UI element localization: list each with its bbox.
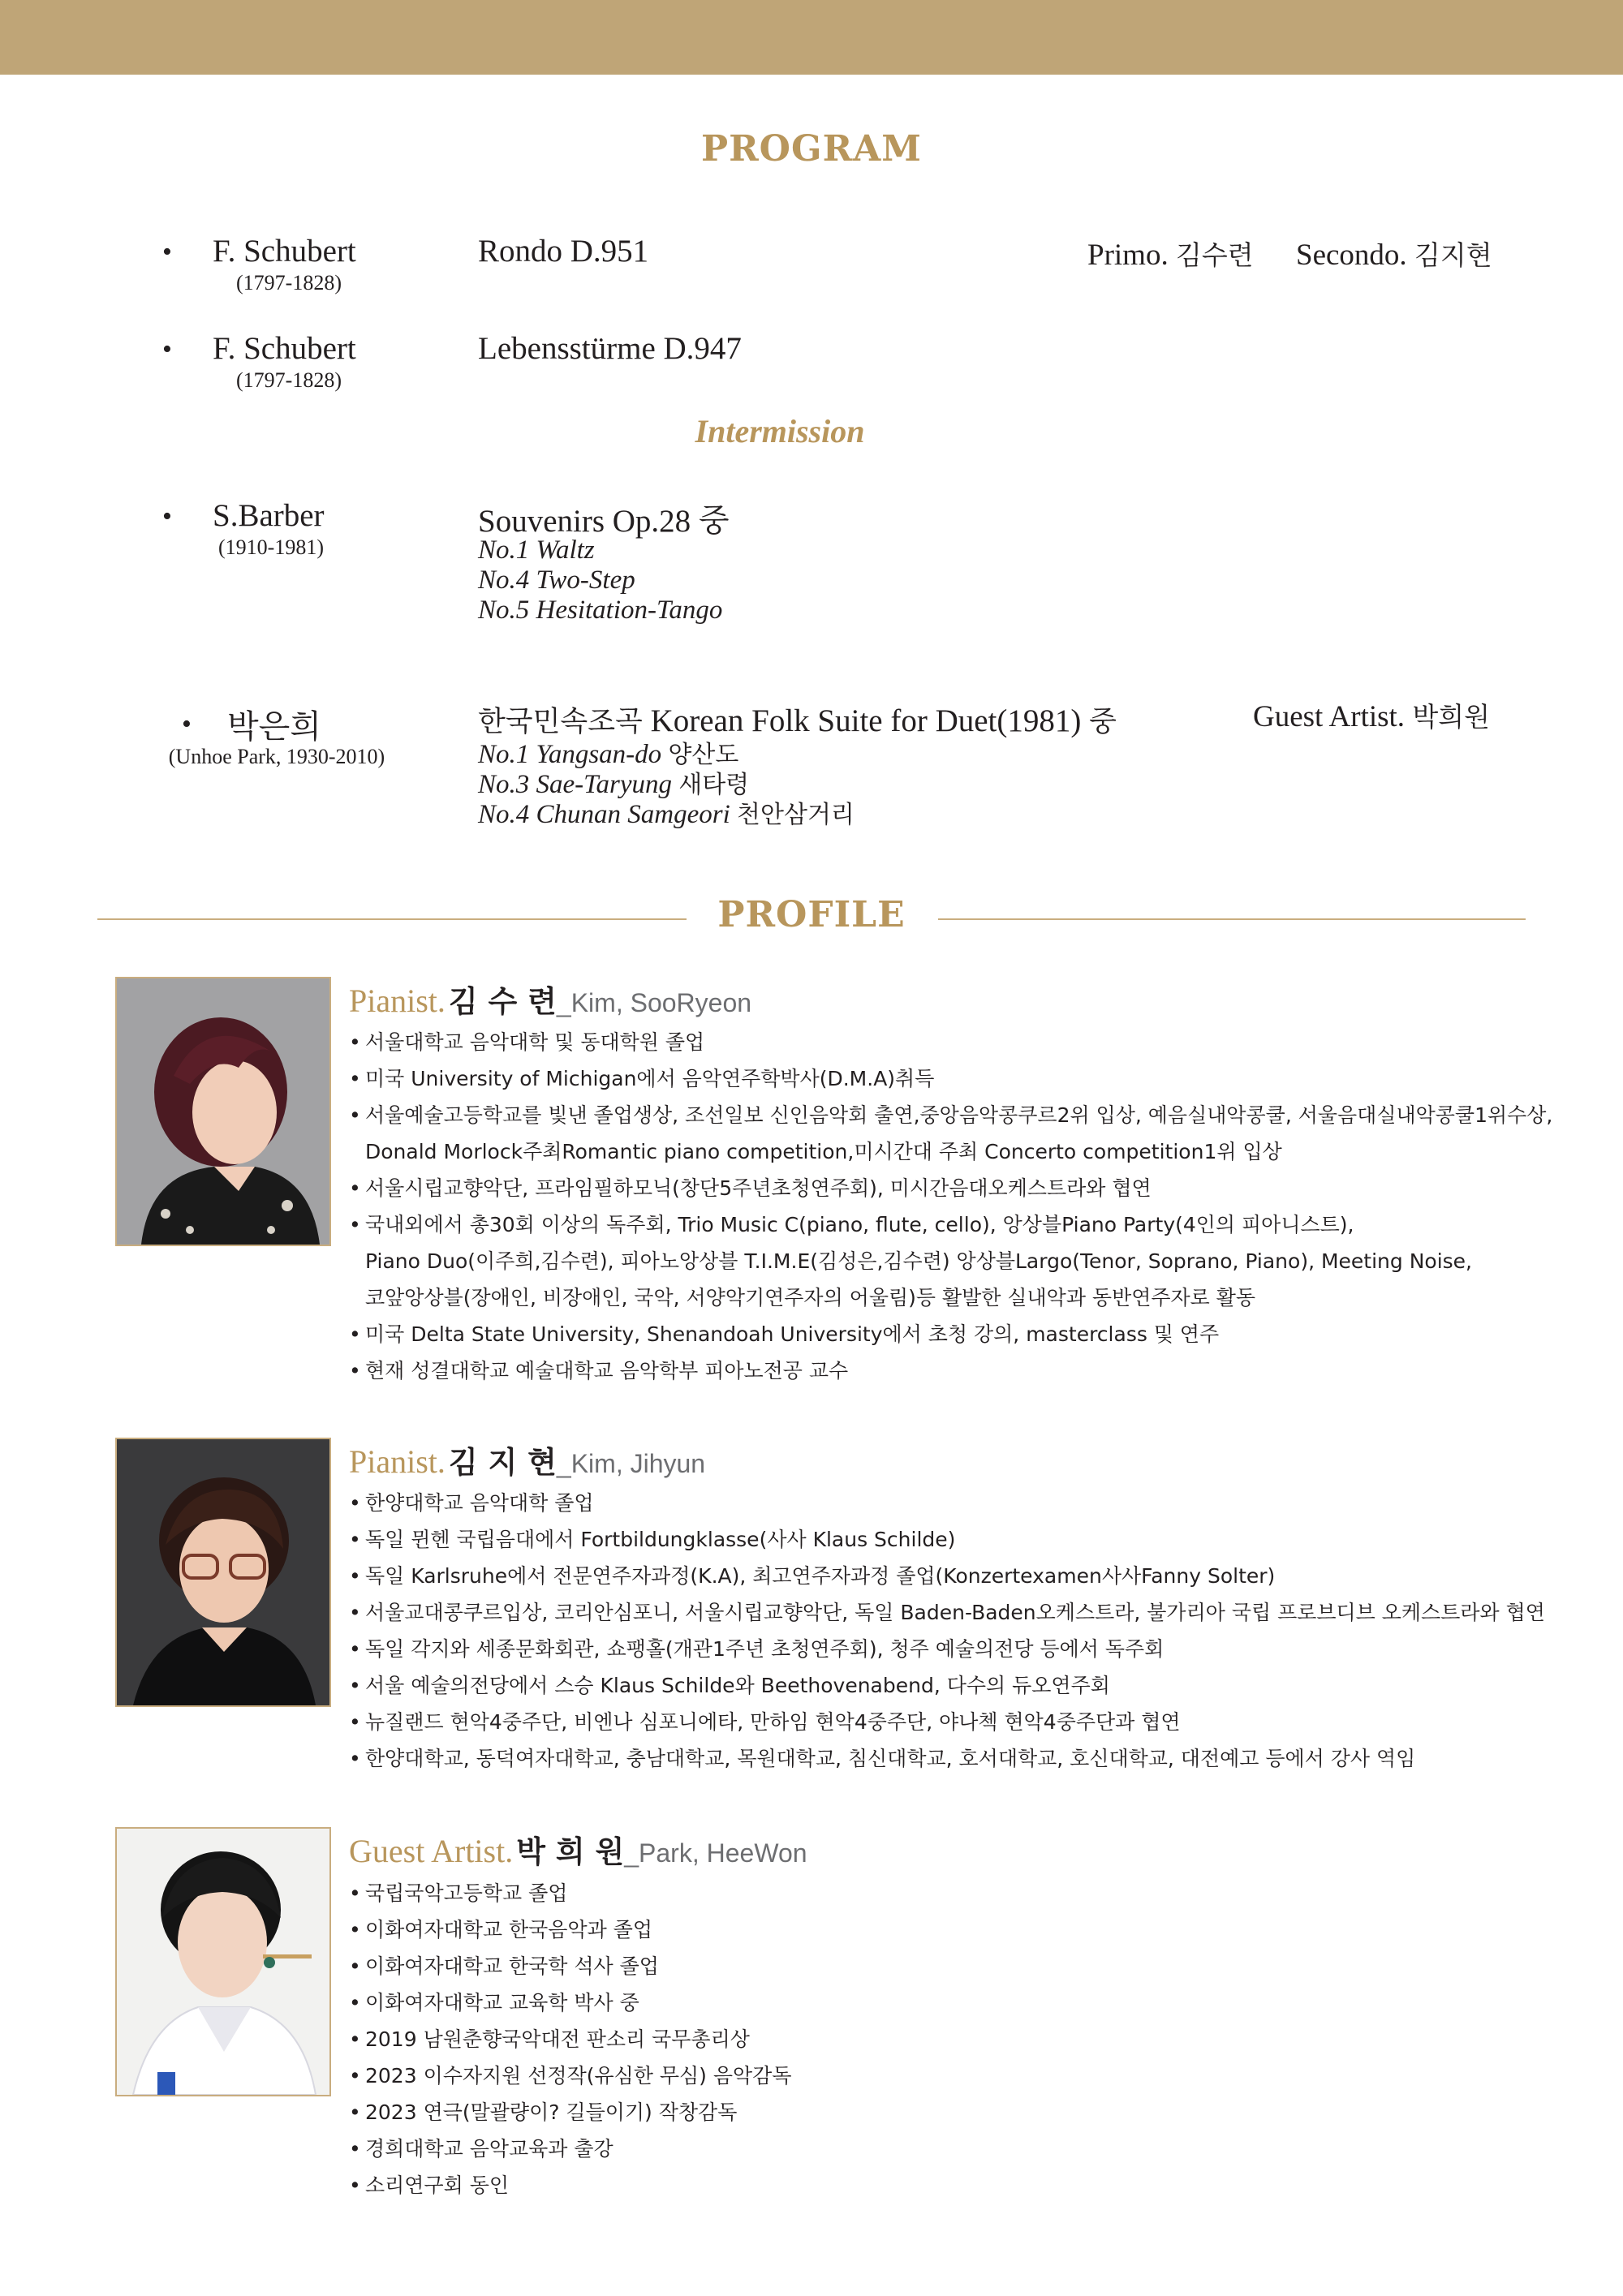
bullet-icon: • (349, 1674, 361, 1697)
artist-name-kr: 김 지 현 (448, 1445, 557, 1480)
composer-name: F. Schubert (213, 234, 356, 269)
movement-en: No.3 Sae-Taryung (478, 770, 672, 799)
bullet-icon: • (162, 237, 172, 267)
bio-item-continued (349, 1279, 1552, 1316)
bio-text: 이화여자대학교 한국학 석사 졸업 (365, 1954, 659, 1978)
artist-title (349, 977, 751, 1021)
program-heading: PROGRAM (701, 128, 922, 170)
movement-en: No.4 Chunan Samgeori (478, 800, 730, 829)
profile-heading: PROFILE (717, 894, 906, 935)
composer-name: 박은희 (227, 708, 321, 746)
primo-performer (1087, 234, 1254, 273)
bio-text: 한양대학교 음악대학 졸업 (365, 1491, 594, 1515)
bullet-icon: • (349, 2173, 361, 2197)
portrait-image (117, 1439, 329, 1705)
artist-bio-list (349, 1485, 1545, 1777)
movement-item (478, 770, 749, 800)
bullet-icon: • (162, 501, 172, 531)
bio-text: 한양대학교, 동덕여자대학교, 충남대학교, 목원대학교, 침신대학교, 호서대학교, 호신대학교, 대전예고 등에서 강사 역임 (365, 1747, 1416, 1770)
primo-name: 김수련 (1175, 239, 1254, 271)
bullet-icon: • (349, 1991, 361, 2014)
bio-item (349, 1594, 1545, 1631)
bio-item (349, 1948, 791, 1984)
work-title (478, 699, 1117, 740)
bullet-icon: • (349, 1710, 361, 1734)
artist-role: Guest Artist. (349, 1833, 514, 1869)
secondo-performer (1296, 234, 1492, 273)
bio-item (349, 2130, 791, 2167)
bio-text: 이화여자대학교 한국음악과 졸업 (365, 1918, 652, 1941)
bio-text: 국립국악고등학교 졸업 (365, 1881, 568, 1905)
bio-text: 독일 각지와 세종문화회관, 쇼팽홀(개관1주년 초청연주회), 청주 예술의전당 등에서 독주회 (365, 1637, 1165, 1661)
bio-text: 경희대학교 음악교육과 출강 (365, 2137, 613, 2161)
work-title-suffix: 중 (1089, 706, 1117, 738)
bio-item (349, 1631, 1545, 1667)
bio-text: 서울시립교향악단, 프라임필하모닉(창단5주년초청연주회), 미시간음대오케스트라와 협연 (365, 1176, 1152, 1200)
bullet-icon: • (349, 1918, 361, 1941)
bio-item-continued (349, 1133, 1552, 1170)
artist-role: Pianist. (349, 982, 446, 1019)
bio-item (349, 1911, 791, 1948)
artist-bio-list (349, 1875, 791, 2204)
bio-item (349, 1984, 791, 2021)
bio-text: 독일 뮌헨 국립음대에서 Fortbildungklasse(사사 Klaus Schilde) (365, 1528, 956, 1551)
work-title-kr: 한국민속조곡 (478, 706, 643, 738)
bullet-icon: • (349, 2100, 361, 2124)
composer-name: F. Schubert (213, 331, 356, 366)
bullet-icon: • (349, 1564, 361, 1588)
bio-text: 2023 이수자지원 선정작(유심한 무심) 음악감독 (365, 2064, 792, 2087)
bullet-icon: • (349, 1322, 361, 1346)
bio-text: 2023 연극(말괄량이? 길들이기) 작창감독 (365, 2100, 738, 2124)
movement-en: No.1 Yangsan-do (478, 740, 662, 769)
bio-text: 소리연구회 동인 (365, 2173, 509, 2197)
bullet-icon: • (349, 1359, 361, 1382)
bullet-icon: • (349, 1528, 361, 1551)
bio-text: 2019 남원춘향국악대전 판소리 국무총리상 (365, 2027, 750, 2051)
bio-text: 이화여자대학교 교육학 박사 중 (365, 1991, 639, 2014)
profile-rule-right (938, 918, 1526, 920)
work-title-en: Korean Folk Suite for Duet(1981) (650, 703, 1082, 738)
movement-item (478, 800, 855, 830)
artist-name-kr: 박 희 원 (516, 1834, 625, 1869)
guest-name: 박희원 (1412, 701, 1490, 733)
bullet-icon: • (349, 1176, 361, 1200)
work-title: Rondo D.951 (478, 234, 649, 269)
bio-item (349, 1875, 791, 1911)
guest-label: Guest Artist. (1253, 700, 1406, 733)
bio-item (349, 1667, 1545, 1704)
movement-item: No.4 Two-Step (478, 565, 635, 595)
bullet-icon: • (349, 1030, 361, 1054)
bio-text: Piano Duo(이주희,김수련), 피아노앙상블 T.I.M.E(김성은,김수련) 앙상블Largo(Tenor, Soprano, Piano), Meeting Noise, (365, 1249, 1472, 1273)
bio-text: 서울교대콩쿠르입상, 코리안심포니, 서울시립교향악단, 독일 Baden-Baden오케스트라, 불가리아 국립 프로브디브 오케스트라와 협연 (365, 1601, 1545, 1624)
artist-bio-list (349, 1024, 1552, 1389)
artist-name-kr: 김 수 련 (448, 984, 557, 1019)
movement-item: No.1 Waltz (478, 535, 595, 565)
bio-item-continued (349, 1243, 1552, 1279)
bullet-icon: • (349, 1103, 361, 1127)
movement-kr: 천안삼거리 (737, 801, 855, 829)
bio-text: 코앞앙상블(장애인, 비장애인, 국악, 서양악기연주자의 어울림)등 활발한 실내악과 동반연주자로 활동 (365, 1286, 1256, 1309)
bullet-icon: • (349, 1954, 361, 1978)
work-title: Souvenirs Op.28 중 (478, 504, 730, 539)
bio-text: 미국 Delta State University, Shenandoah University에서 초청 강의, masterclass 및 연주 (365, 1322, 1220, 1346)
movement-kr: 새타령 (678, 771, 750, 799)
bio-item (349, 2094, 791, 2130)
bio-text: 독일 Karlsruhe에서 전문연주자과정(K.A), 최고연주자과정 졸업(Konzertexamen사사Fanny Solter) (365, 1564, 1276, 1588)
artist-title (349, 1827, 807, 1871)
composer-years: (1797-1828) (236, 368, 342, 392)
bio-item (349, 2167, 791, 2204)
bio-item (349, 1704, 1545, 1740)
artist-photo (115, 977, 331, 1246)
bio-text: Donald Morlock주최Romantic piano competition,미시간대 주최 Concerto competition1위 입상 (365, 1140, 1282, 1163)
bullet-icon: • (349, 2064, 361, 2087)
artist-name-en: _Kim, SooRyeon (556, 988, 752, 1017)
bullet-icon: • (162, 334, 172, 364)
portrait-image (117, 1829, 329, 2095)
intermission-label: Intermission (695, 413, 865, 449)
bio-item (349, 1206, 1552, 1243)
bio-text: 서울예술고등학교를 빛낸 졸업생상, 조선일보 신인음악회 출연,중앙음악콩쿠르2위 입상, 예음실내악콩쿨, 서울음대실내악콩쿨1위수상, (365, 1103, 1553, 1127)
movement-item (478, 740, 738, 770)
movement-kr: 양산도 (668, 741, 739, 769)
bio-text: 뉴질랜드 현악4중주단, 비엔나 심포니에타, 만하임 현악4중주단, 야나첵 현악4중주단과 협연 (365, 1710, 1181, 1734)
bio-text: 미국 University of Michigan에서 음악연주학박사(D.M.A)취득 (365, 1067, 935, 1090)
artist-photo (115, 1827, 331, 2096)
primo-label: Primo. (1087, 239, 1169, 272)
movement-item: No.5 Hesitation-Tango (478, 595, 723, 625)
bullet-icon: • (349, 1067, 361, 1090)
bio-item (349, 1558, 1545, 1594)
top-banner (0, 0, 1623, 75)
bio-item (349, 1521, 1545, 1558)
work-title: Lebensstürme D.947 (478, 331, 742, 366)
bio-item (349, 2057, 791, 2094)
bullet-icon: • (349, 1213, 361, 1236)
bullet-icon: • (349, 2027, 361, 2051)
bullet-icon: • (349, 1491, 361, 1515)
guest-performer (1253, 696, 1490, 734)
bullet-icon: • (349, 1881, 361, 1905)
composer-name: S.Barber (213, 498, 325, 533)
artist-name-en: _Kim, Jihyun (556, 1449, 706, 1478)
bio-text: 서울대학교 음악대학 및 동대학원 졸업 (365, 1030, 705, 1054)
bio-item (349, 1316, 1552, 1352)
bio-item (349, 1485, 1545, 1521)
bio-text: 국내외에서 총30회 이상의 독주회, Trio Music C(piano, flute, cello), 앙상블Piano Party(4인의 피아니스트), (365, 1213, 1354, 1236)
bio-text: 서울 예술의전당에서 스승 Klaus Schilde와 Beethovenabend, 다수의 듀오연주회 (365, 1674, 1110, 1697)
bullet-icon: • (349, 2137, 361, 2161)
bio-text: 현재 성결대학교 예술대학교 음악학부 피아노전공 교수 (365, 1359, 849, 1382)
artist-role: Pianist. (349, 1443, 446, 1480)
secondo-name: 김지현 (1414, 239, 1492, 271)
bio-item (349, 1024, 1552, 1060)
secondo-label: Secondo. (1296, 239, 1407, 272)
bio-item (349, 1097, 1552, 1133)
composer-years: (1910-1981) (218, 535, 324, 559)
bullet-icon: • (349, 1747, 361, 1770)
artist-photo (115, 1438, 331, 1707)
artist-title (349, 1438, 705, 1481)
composer-years: (1797-1828) (236, 271, 342, 295)
bio-item (349, 1740, 1545, 1777)
bio-item (349, 2021, 791, 2057)
portrait-image (117, 978, 329, 1245)
bullet-icon: • (182, 709, 192, 739)
artist-name-en: _Park, HeeWon (624, 1838, 807, 1868)
bullet-icon: • (349, 1637, 361, 1661)
composer-years: (Unhoe Park, 1930-2010) (168, 745, 385, 768)
bio-item (349, 1170, 1552, 1206)
bio-item (349, 1060, 1552, 1097)
bio-item (349, 1352, 1552, 1389)
bullet-icon: • (349, 1601, 361, 1624)
